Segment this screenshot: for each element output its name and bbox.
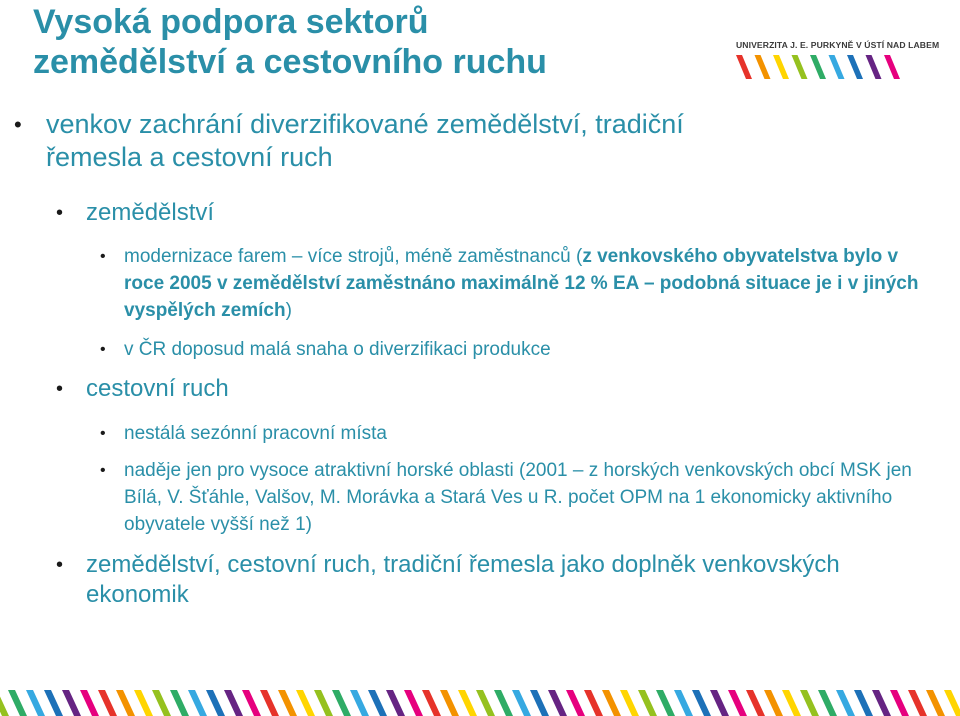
stripe-segment xyxy=(422,690,441,716)
stripe-segment xyxy=(692,690,711,716)
bullet-marker: • xyxy=(100,248,106,265)
bullet-text-line-2: řemesla a cestovní ruch xyxy=(46,142,333,172)
stripe-segment xyxy=(152,690,171,716)
stripe-segment xyxy=(332,690,351,716)
stripe-segment xyxy=(296,690,315,716)
stripe-segment xyxy=(440,690,459,716)
stripe-segment xyxy=(350,690,369,716)
bullet-zemedelstvi xyxy=(56,198,906,228)
bullet-nadeje xyxy=(100,457,924,538)
stripe-segment xyxy=(728,690,747,716)
stripe-segment xyxy=(80,690,99,716)
bullet-text: naděje jen pro vysoce atraktivní horské oblasti (2001 – z horských venkovských obcí MSK jen Bílá, V. Šťáhle, Valšov, M. Morávka a Stará Ves u R. počet OPM na 1 ekonomicky aktivního obyvatele vyšší než 1) xyxy=(124,460,912,535)
stripe-segment xyxy=(884,55,900,79)
bullet-marker: • xyxy=(100,462,106,479)
stripe-segment xyxy=(836,690,855,716)
stripe-segment xyxy=(872,690,891,716)
bullet-doplnek xyxy=(56,550,906,610)
stripe-segment xyxy=(854,690,873,716)
stripe-segment xyxy=(242,690,261,716)
bullet-text: zemědělství xyxy=(86,199,215,226)
bullet-nestala-mista xyxy=(100,420,924,447)
stripe-segment xyxy=(829,55,845,79)
stripe-segment xyxy=(314,690,333,716)
bullet-modernizace xyxy=(100,243,924,324)
stripe-segment xyxy=(530,690,549,716)
stripe-segment xyxy=(792,55,808,79)
stripe-segment xyxy=(116,690,135,716)
bullet-venkov xyxy=(14,108,886,174)
stripe-segment xyxy=(566,690,585,716)
bullet-text-bold: z venkovského obyvatelstva bylo v roce 2005 v zemědělství zaměstnáno maximálně 12 % EA – podobná situace je i v jiných vyspělých zemích xyxy=(124,246,919,321)
stripe-segment xyxy=(674,690,693,716)
stripe-segment xyxy=(260,690,279,716)
logo-stripes-icon xyxy=(736,55,906,81)
stripe-segment xyxy=(548,690,567,716)
stripe-segment xyxy=(620,690,639,716)
slide-title-line-1: Vysoká podpora sektorů xyxy=(33,3,429,41)
stripe-segment xyxy=(26,690,45,716)
stripe-segment xyxy=(458,690,477,716)
stripe-segment xyxy=(890,690,909,716)
stripe-segment xyxy=(782,690,801,716)
stripe-segment xyxy=(188,690,207,716)
bullet-text-close: ) xyxy=(285,300,292,321)
stripe-segment xyxy=(746,690,765,716)
bullet-cestovni-ruch xyxy=(56,374,906,404)
stripe-segment xyxy=(656,690,675,716)
stripe-segment xyxy=(800,690,819,716)
stripe-segment xyxy=(44,690,63,716)
stripe-segment xyxy=(908,690,927,716)
stripe-segment xyxy=(0,690,9,716)
stripe-segment xyxy=(8,690,27,716)
slide-title-line-2: zemědělství a cestovního ruchu xyxy=(33,43,547,81)
bullet-text: modernizace farem – více strojů, méně zaměstnanců ( xyxy=(124,246,583,267)
stripe-segment xyxy=(206,690,225,716)
stripe-segment xyxy=(62,690,81,716)
stripe-segment xyxy=(755,55,771,79)
stripe-segment xyxy=(278,690,297,716)
bullet-text: cestovní ruch xyxy=(86,375,229,402)
stripe-segment xyxy=(224,690,243,716)
bullet-marker: • xyxy=(100,341,106,358)
stripe-segment xyxy=(170,690,189,716)
bullet-diverzifikace xyxy=(100,336,924,363)
stripe-segment xyxy=(584,690,603,716)
stripe-segment xyxy=(944,690,960,716)
bullet-text: nestálá sezónní pracovní místa xyxy=(124,423,387,444)
bullet-text: v ČR doposud malá snaha o diverzifikaci produkce xyxy=(124,339,551,360)
stripe-segment xyxy=(866,55,882,79)
stripe-segment xyxy=(134,690,153,716)
slide-title xyxy=(33,2,713,82)
stripe-segment xyxy=(602,690,621,716)
bullet-text: zemědělství, cestovní ruch, tradiční řemesla jako doplněk venkovských ekonomik xyxy=(86,551,840,608)
stripe-segment xyxy=(810,55,826,79)
stripe-segment xyxy=(736,55,752,79)
university-logo xyxy=(736,40,940,82)
stripe-segment xyxy=(926,690,945,716)
bullet-marker: • xyxy=(56,378,64,400)
university-logo-text: UNIVERZITA J. E. PURKYNĚ V ÚSTÍ NAD LABEM xyxy=(736,40,940,50)
bullet-marker: • xyxy=(56,554,64,576)
stripe-segment xyxy=(710,690,729,716)
stripe-segment xyxy=(818,690,837,716)
bullet-marker: • xyxy=(56,202,64,224)
stripe-segment xyxy=(512,690,531,716)
stripe-segment xyxy=(764,690,783,716)
stripe-segment xyxy=(386,690,405,716)
stripe-segment xyxy=(494,690,513,716)
stripe-segment xyxy=(638,690,657,716)
stripe-segment xyxy=(773,55,789,79)
bullet-text-line-1: venkov zachrání diverzifikované zemědělství, tradiční xyxy=(46,109,684,139)
bottom-stripe-decoration xyxy=(0,690,960,716)
bullet-marker: • xyxy=(14,112,22,137)
stripe-segment xyxy=(368,690,387,716)
stripe-segment xyxy=(404,690,423,716)
bullet-marker: • xyxy=(100,425,106,442)
stripe-segment xyxy=(847,55,863,79)
stripe-segment xyxy=(98,690,117,716)
stripe-segment xyxy=(476,690,495,716)
